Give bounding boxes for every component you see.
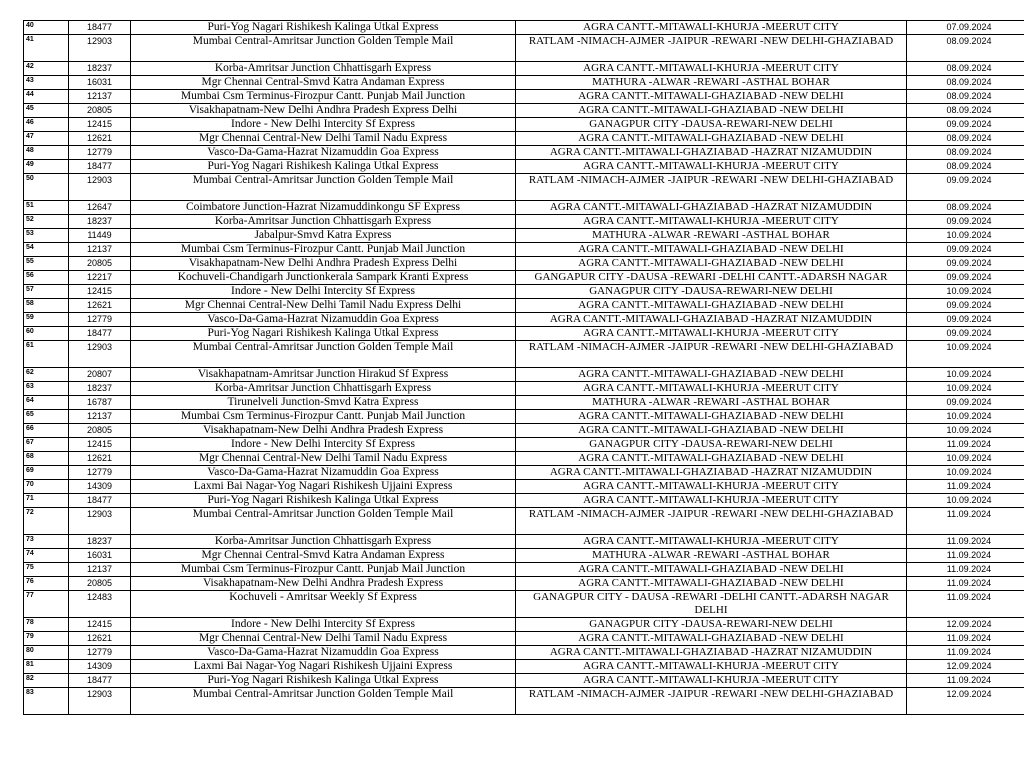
train-number-cell: 12903	[69, 341, 131, 368]
route-cell: AGRA CANTT.-MITAWALI-GHAZIABAD -NEW DELHI	[516, 452, 907, 466]
route-cell: AGRA CANTT.-MITAWALI-KHURJA -MEERUT CITY	[516, 62, 907, 76]
route-cell: GANAGPUR CITY -DAUSA-REWARI-NEW DELHI	[516, 618, 907, 632]
date-cell: 08.09.2024	[907, 104, 1024, 118]
serial-number-cell: 64	[24, 396, 69, 410]
table-row	[24, 549, 1024, 563]
train-number-cell: 12137	[69, 410, 131, 424]
train-number-cell: 12647	[69, 201, 131, 215]
train-number-cell: 12903	[69, 174, 131, 201]
train-name-cell: Mgr Chennai Central-New Delhi Tamil Nadu Express	[131, 632, 516, 646]
route-cell: GANAGPUR CITY -DAUSA-REWARI-NEW DELHI	[516, 285, 907, 299]
train-number-cell: 18477	[69, 674, 131, 688]
train-number-cell: 14309	[69, 660, 131, 674]
date-cell: 11.09.2024	[907, 563, 1024, 577]
table-row	[24, 271, 1024, 285]
date-cell: 08.09.2024	[907, 160, 1024, 174]
serial-number-cell: 72	[24, 508, 69, 535]
serial-number-cell: 78	[24, 618, 69, 632]
train-name-cell: Korba-Amritsar Junction Chhattisgarh Express	[131, 215, 516, 229]
route-cell: MATHURA -ALWAR -REWARI -ASTHAL BOHAR	[516, 76, 907, 90]
train-number-cell: 12779	[69, 466, 131, 480]
route-cell: GANAGPUR CITY -DAUSA-REWARI-NEW DELHI	[516, 118, 907, 132]
date-cell: 09.09.2024	[907, 215, 1024, 229]
serial-number-cell: 83	[24, 688, 69, 715]
table-row	[24, 577, 1024, 591]
table-row	[24, 104, 1024, 118]
train-name-cell: Mumbai Csm Terminus-Firozpur Cantt. Punjab Mail Junction	[131, 410, 516, 424]
route-cell: AGRA CANTT.-MITAWALI-KHURJA -MEERUT CITY	[516, 21, 907, 35]
train-number-cell: 20805	[69, 424, 131, 438]
train-number-cell: 14309	[69, 480, 131, 494]
train-name-cell: Indore - New Delhi Intercity Sf Express	[131, 618, 516, 632]
date-cell: 09.09.2024	[907, 313, 1024, 327]
train-number-cell: 20805	[69, 577, 131, 591]
table-row	[24, 201, 1024, 215]
route-cell: AGRA CANTT.-MITAWALI-GHAZIABAD -HAZRAT NIZAMUDDIN	[516, 313, 907, 327]
date-cell: 12.09.2024	[907, 688, 1024, 715]
serial-number-cell: 46	[24, 118, 69, 132]
serial-number-cell: 49	[24, 160, 69, 174]
table-row	[24, 396, 1024, 410]
route-cell: AGRA CANTT.-MITAWALI-GHAZIABAD -NEW DELHI	[516, 563, 907, 577]
date-cell: 09.09.2024	[907, 271, 1024, 285]
table-row	[24, 21, 1024, 35]
route-cell: RATLAM -NIMACH-AJMER -JAIPUR -REWARI -NEW DELHI-GHAZIABAD	[516, 688, 907, 715]
serial-number-cell: 81	[24, 660, 69, 674]
train-number-cell: 12217	[69, 271, 131, 285]
train-name-cell: Visakhapatnam-New Delhi Andhra Pradesh Express	[131, 424, 516, 438]
train-name-cell: Puri-Yog Nagari Rishikesh Kalinga Utkal Express	[131, 327, 516, 341]
date-cell: 10.09.2024	[907, 452, 1024, 466]
date-cell: 10.09.2024	[907, 368, 1024, 382]
table-row	[24, 494, 1024, 508]
route-cell: GANGAPUR CITY -DAUSA -REWARI -DELHI CANTT.-ADARSH NAGAR	[516, 271, 907, 285]
train-name-cell: Mgr Chennai Central-New Delhi Tamil Nadu Express	[131, 132, 516, 146]
train-name-cell: Vasco-Da-Gama-Hazrat Nizamuddin Goa Express	[131, 466, 516, 480]
date-cell: 10.09.2024	[907, 382, 1024, 396]
table-row	[24, 285, 1024, 299]
train-name-cell: Laxmi Bai Nagar-Yog Nagari Rishikesh Ujjaini Express	[131, 660, 516, 674]
serial-number-cell: 63	[24, 382, 69, 396]
train-name-cell: Mumbai Csm Terminus-Firozpur Cantt. Punjab Mail Junction	[131, 243, 516, 257]
serial-number-cell: 67	[24, 438, 69, 452]
serial-number-cell: 61	[24, 341, 69, 368]
date-cell: 08.09.2024	[907, 35, 1024, 62]
date-cell: 11.09.2024	[907, 646, 1024, 660]
train-number-cell: 20805	[69, 257, 131, 271]
train-number-cell: 12903	[69, 508, 131, 535]
train-name-cell: Mgr Chennai Central-Smvd Katra Andaman Express	[131, 549, 516, 563]
date-cell: 09.09.2024	[907, 257, 1024, 271]
train-name-cell: Visakhapatnam-New Delhi Andhra Pradesh Express Delhi	[131, 257, 516, 271]
train-name-cell: Korba-Amritsar Junction Chhattisgarh Express	[131, 535, 516, 549]
train-number-cell: 18477	[69, 494, 131, 508]
table-row	[24, 410, 1024, 424]
serial-number-cell: 76	[24, 577, 69, 591]
train-number-cell: 12621	[69, 299, 131, 313]
table-row	[24, 160, 1024, 174]
route-cell: AGRA CANTT.-MITAWALI-GHAZIABAD -NEW DELHI	[516, 368, 907, 382]
date-cell: 09.09.2024	[907, 299, 1024, 313]
route-cell: RATLAM -NIMACH-AJMER -JAIPUR -REWARI -NEW DELHI-GHAZIABAD	[516, 341, 907, 368]
table-body	[24, 21, 1024, 715]
serial-number-cell: 54	[24, 243, 69, 257]
train-name-cell: Vasco-Da-Gama-Hazrat Nizamuddin Goa Express	[131, 646, 516, 660]
table-row	[24, 618, 1024, 632]
route-cell: GANAGPUR CITY -DAUSA-REWARI-NEW DELHI	[516, 438, 907, 452]
train-name-cell: Puri-Yog Nagari Rishikesh Kalinga Utkal Express	[131, 21, 516, 35]
train-name-cell: Visakhapatnam-New Delhi Andhra Pradesh Express	[131, 577, 516, 591]
train-number-cell: 18237	[69, 382, 131, 396]
date-cell: 09.09.2024	[907, 243, 1024, 257]
route-cell: AGRA CANTT.-MITAWALI-KHURJA -MEERUT CITY	[516, 674, 907, 688]
table-row	[24, 341, 1024, 368]
serial-number-cell: 69	[24, 466, 69, 480]
train-number-cell: 18477	[69, 327, 131, 341]
table-row	[24, 90, 1024, 104]
table-row	[24, 76, 1024, 90]
serial-number-cell: 48	[24, 146, 69, 160]
table-row	[24, 646, 1024, 660]
train-number-cell: 12483	[69, 591, 131, 618]
train-name-cell: Tirunelveli Junction-Smvd Katra Express	[131, 396, 516, 410]
table-row	[24, 674, 1024, 688]
date-cell: 09.09.2024	[907, 174, 1024, 201]
table-row	[24, 508, 1024, 535]
train-number-cell: 12903	[69, 35, 131, 62]
date-cell: 07.09.2024	[907, 21, 1024, 35]
route-cell: AGRA CANTT.-MITAWALI-GHAZIABAD -NEW DELHI	[516, 132, 907, 146]
serial-number-cell: 62	[24, 368, 69, 382]
route-cell: AGRA CANTT.-MITAWALI-GHAZIABAD -NEW DELHI	[516, 299, 907, 313]
date-cell: 10.09.2024	[907, 424, 1024, 438]
train-name-cell: Mgr Chennai Central-New Delhi Tamil Nadu Express Delhi	[131, 299, 516, 313]
train-number-cell: 20807	[69, 368, 131, 382]
date-cell: 12.09.2024	[907, 660, 1024, 674]
serial-number-cell: 60	[24, 327, 69, 341]
date-cell: 11.09.2024	[907, 632, 1024, 646]
serial-number-cell: 80	[24, 646, 69, 660]
date-cell: 10.09.2024	[907, 410, 1024, 424]
route-cell: RATLAM -NIMACH-AJMER -JAIPUR -REWARI -NEW DELHI-GHAZIABAD	[516, 35, 907, 62]
train-name-cell: Puri-Yog Nagari Rishikesh Kalinga Utkal Express	[131, 160, 516, 174]
train-name-cell: Kochuveli-Chandigarh Junctionkerala Sampark Kranti Express	[131, 271, 516, 285]
train-number-cell: 12621	[69, 132, 131, 146]
table-row	[24, 466, 1024, 480]
date-cell: 11.09.2024	[907, 591, 1024, 618]
date-cell: 08.09.2024	[907, 146, 1024, 160]
table-row	[24, 35, 1024, 62]
date-cell: 08.09.2024	[907, 90, 1024, 104]
train-number-cell: 11449	[69, 229, 131, 243]
train-name-cell: Puri-Yog Nagari Rishikesh Kalinga Utkal Express	[131, 494, 516, 508]
train-number-cell: 12779	[69, 646, 131, 660]
train-number-cell: 12903	[69, 688, 131, 715]
table-row	[24, 452, 1024, 466]
table-row	[24, 118, 1024, 132]
serial-number-cell: 43	[24, 76, 69, 90]
serial-number-cell: 74	[24, 549, 69, 563]
table-row	[24, 382, 1024, 396]
route-cell: AGRA CANTT.-MITAWALI-GHAZIABAD -NEW DELHI	[516, 410, 907, 424]
route-cell: RATLAM -NIMACH-AJMER -JAIPUR -REWARI -NEW DELHI-GHAZIABAD	[516, 174, 907, 201]
date-cell: 09.09.2024	[907, 327, 1024, 341]
train-number-cell: 18477	[69, 160, 131, 174]
route-cell: MATHURA -ALWAR -REWARI -ASTHAL BOHAR	[516, 396, 907, 410]
route-cell: AGRA CANTT.-MITAWALI-GHAZIABAD -NEW DELHI	[516, 90, 907, 104]
table-row	[24, 229, 1024, 243]
route-cell: AGRA CANTT.-MITAWALI-KHURJA -MEERUT CITY	[516, 327, 907, 341]
train-name-cell: Visakhapatnam-New Delhi Andhra Pradesh Express Delhi	[131, 104, 516, 118]
date-cell: 09.09.2024	[907, 396, 1024, 410]
route-cell: AGRA CANTT.-MITAWALI-GHAZIABAD -NEW DELHI	[516, 104, 907, 118]
route-cell: AGRA CANTT.-MITAWALI-GHAZIABAD -HAZRAT NIZAMUDDIN	[516, 466, 907, 480]
train-name-cell: Mumbai Central-Amritsar Junction Golden Temple Mail	[131, 688, 516, 715]
serial-number-cell: 75	[24, 563, 69, 577]
table-row	[24, 424, 1024, 438]
train-number-cell: 18477	[69, 21, 131, 35]
serial-number-cell: 42	[24, 62, 69, 76]
train-name-cell: Indore - New Delhi Intercity Sf Express	[131, 285, 516, 299]
route-cell: MATHURA -ALWAR -REWARI -ASTHAL BOHAR	[516, 549, 907, 563]
train-number-cell: 12779	[69, 313, 131, 327]
table-row	[24, 438, 1024, 452]
train-number-cell: 12621	[69, 632, 131, 646]
table-row	[24, 563, 1024, 577]
date-cell: 12.09.2024	[907, 618, 1024, 632]
date-cell: 11.09.2024	[907, 674, 1024, 688]
serial-number-cell: 70	[24, 480, 69, 494]
train-number-cell: 20805	[69, 104, 131, 118]
serial-number-cell: 53	[24, 229, 69, 243]
date-cell: 08.09.2024	[907, 76, 1024, 90]
date-cell: 11.09.2024	[907, 535, 1024, 549]
train-name-cell: Vasco-Da-Gama-Hazrat Nizamuddin Goa Express	[131, 146, 516, 160]
route-cell: AGRA CANTT.-MITAWALI-KHURJA -MEERUT CITY	[516, 494, 907, 508]
route-cell: AGRA CANTT.-MITAWALI-GHAZIABAD -NEW DELHI	[516, 257, 907, 271]
train-number-cell: 12415	[69, 438, 131, 452]
train-name-cell: Mumbai Csm Terminus-Firozpur Cantt. Punjab Mail Junction	[131, 563, 516, 577]
train-name-cell: Kochuveli - Amritsar Weekly Sf Express	[131, 591, 516, 618]
train-name-cell: Korba-Amritsar Junction Chhattisgarh Express	[131, 62, 516, 76]
train-name-cell: Mumbai Central-Amritsar Junction Golden Temple Mail	[131, 174, 516, 201]
table-row	[24, 480, 1024, 494]
train-number-cell: 12137	[69, 90, 131, 104]
serial-number-cell: 77	[24, 591, 69, 618]
train-number-cell: 12137	[69, 563, 131, 577]
train-number-cell: 16787	[69, 396, 131, 410]
date-cell: 10.09.2024	[907, 494, 1024, 508]
train-name-cell: Vasco-Da-Gama-Hazrat Nizamuddin Goa Express	[131, 313, 516, 327]
serial-number-cell: 40	[24, 21, 69, 35]
train-name-cell: Mumbai Central-Amritsar Junction Golden Temple Mail	[131, 35, 516, 62]
date-cell: 10.09.2024	[907, 285, 1024, 299]
table-row	[24, 132, 1024, 146]
train-number-cell: 12415	[69, 118, 131, 132]
route-cell: AGRA CANTT.-MITAWALI-GHAZIABAD -HAZRAT NIZAMUDDIN	[516, 201, 907, 215]
table-row	[24, 243, 1024, 257]
train-name-cell: Mumbai Central-Amritsar Junction Golden Temple Mail	[131, 508, 516, 535]
train-number-cell: 18237	[69, 535, 131, 549]
train-name-cell: Indore - New Delhi Intercity Sf Express	[131, 438, 516, 452]
route-cell: AGRA CANTT.-MITAWALI-GHAZIABAD -NEW DELHI	[516, 243, 907, 257]
route-cell: AGRA CANTT.-MITAWALI-GHAZIABAD -HAZRAT NIZAMUDDIN	[516, 646, 907, 660]
serial-number-cell: 73	[24, 535, 69, 549]
serial-number-cell: 41	[24, 35, 69, 62]
date-cell: 10.09.2024	[907, 229, 1024, 243]
serial-number-cell: 50	[24, 174, 69, 201]
table-row	[24, 327, 1024, 341]
serial-number-cell: 55	[24, 257, 69, 271]
train-number-cell: 12137	[69, 243, 131, 257]
serial-number-cell: 47	[24, 132, 69, 146]
serial-number-cell: 44	[24, 90, 69, 104]
route-cell: GANAGPUR CITY - DAUSA -REWARI -DELHI CANTT.-ADARSH NAGAR DELHI	[516, 591, 907, 618]
train-name-cell: Mgr Chennai Central-Smvd Katra Andaman Express	[131, 76, 516, 90]
train-number-cell: 16031	[69, 549, 131, 563]
table-row	[24, 146, 1024, 160]
train-number-cell: 12415	[69, 618, 131, 632]
route-cell: AGRA CANTT.-MITAWALI-KHURJA -MEERUT CITY	[516, 160, 907, 174]
route-cell: RATLAM -NIMACH-AJMER -JAIPUR -REWARI -NEW DELHI-GHAZIABAD	[516, 508, 907, 535]
table-row	[24, 215, 1024, 229]
date-cell: 11.09.2024	[907, 549, 1024, 563]
serial-number-cell: 58	[24, 299, 69, 313]
train-name-cell: Puri-Yog Nagari Rishikesh Kalinga Utkal Express	[131, 674, 516, 688]
serial-number-cell: 57	[24, 285, 69, 299]
date-cell: 10.09.2024	[907, 341, 1024, 368]
date-cell: 09.09.2024	[907, 118, 1024, 132]
route-cell: MATHURA -ALWAR -REWARI -ASTHAL BOHAR	[516, 229, 907, 243]
train-name-cell: Mgr Chennai Central-New Delhi Tamil Nadu Express	[131, 452, 516, 466]
train-name-cell: Coimbatore Junction-Hazrat Nizamuddinkongu SF Express	[131, 201, 516, 215]
date-cell: 11.09.2024	[907, 577, 1024, 591]
table-row	[24, 62, 1024, 76]
serial-number-cell: 56	[24, 271, 69, 285]
route-cell: AGRA CANTT.-MITAWALI-KHURJA -MEERUT CITY	[516, 660, 907, 674]
route-cell: AGRA CANTT.-MITAWALI-GHAZIABAD -HAZRAT NIZAMUDDIN	[516, 146, 907, 160]
serial-number-cell: 45	[24, 104, 69, 118]
table-row	[24, 591, 1024, 618]
route-cell: AGRA CANTT.-MITAWALI-KHURJA -MEERUT CITY	[516, 535, 907, 549]
table-row	[24, 174, 1024, 201]
table-row	[24, 299, 1024, 313]
train-name-cell: Mumbai Central-Amritsar Junction Golden Temple Mail	[131, 341, 516, 368]
train-name-cell: Visakhapatnam-Amritsar Junction Hirakud Sf Express	[131, 368, 516, 382]
serial-number-cell: 65	[24, 410, 69, 424]
date-cell: 10.09.2024	[907, 466, 1024, 480]
route-cell: AGRA CANTT.-MITAWALI-KHURJA -MEERUT CITY	[516, 480, 907, 494]
serial-number-cell: 71	[24, 494, 69, 508]
route-cell: AGRA CANTT.-MITAWALI-KHURJA -MEERUT CITY	[516, 382, 907, 396]
train-name-cell: Laxmi Bai Nagar-Yog Nagari Rishikesh Ujjaini Express	[131, 480, 516, 494]
train-name-cell: Mumbai Csm Terminus-Firozpur Cantt. Punjab Mail Junction	[131, 90, 516, 104]
train-name-cell: Jabalpur-Smvd Katra Express	[131, 229, 516, 243]
table-row	[24, 368, 1024, 382]
route-cell: AGRA CANTT.-MITAWALI-KHURJA -MEERUT CITY	[516, 215, 907, 229]
route-cell: AGRA CANTT.-MITAWALI-GHAZIABAD -NEW DELHI	[516, 424, 907, 438]
table-row	[24, 688, 1024, 715]
train-schedule-table	[23, 20, 1024, 715]
date-cell: 11.09.2024	[907, 480, 1024, 494]
train-number-cell: 16031	[69, 76, 131, 90]
serial-number-cell: 52	[24, 215, 69, 229]
table-row	[24, 632, 1024, 646]
date-cell: 08.09.2024	[907, 201, 1024, 215]
serial-number-cell: 66	[24, 424, 69, 438]
date-cell: 11.09.2024	[907, 508, 1024, 535]
train-number-cell: 12415	[69, 285, 131, 299]
route-cell: AGRA CANTT.-MITAWALI-GHAZIABAD -NEW DELHI	[516, 632, 907, 646]
serial-number-cell: 59	[24, 313, 69, 327]
table-row	[24, 535, 1024, 549]
date-cell: 11.09.2024	[907, 438, 1024, 452]
table-row	[24, 257, 1024, 271]
serial-number-cell: 68	[24, 452, 69, 466]
table-row	[24, 313, 1024, 327]
train-name-cell: Indore - New Delhi Intercity Sf Express	[131, 118, 516, 132]
serial-number-cell: 82	[24, 674, 69, 688]
train-number-cell: 18237	[69, 62, 131, 76]
serial-number-cell: 79	[24, 632, 69, 646]
train-number-cell: 12621	[69, 452, 131, 466]
date-cell: 08.09.2024	[907, 132, 1024, 146]
train-number-cell: 18237	[69, 215, 131, 229]
date-cell: 08.09.2024	[907, 62, 1024, 76]
serial-number-cell: 51	[24, 201, 69, 215]
table-row	[24, 660, 1024, 674]
train-name-cell: Korba-Amritsar Junction Chhattisgarh Express	[131, 382, 516, 396]
route-cell: AGRA CANTT.-MITAWALI-GHAZIABAD -NEW DELHI	[516, 577, 907, 591]
train-number-cell: 12779	[69, 146, 131, 160]
